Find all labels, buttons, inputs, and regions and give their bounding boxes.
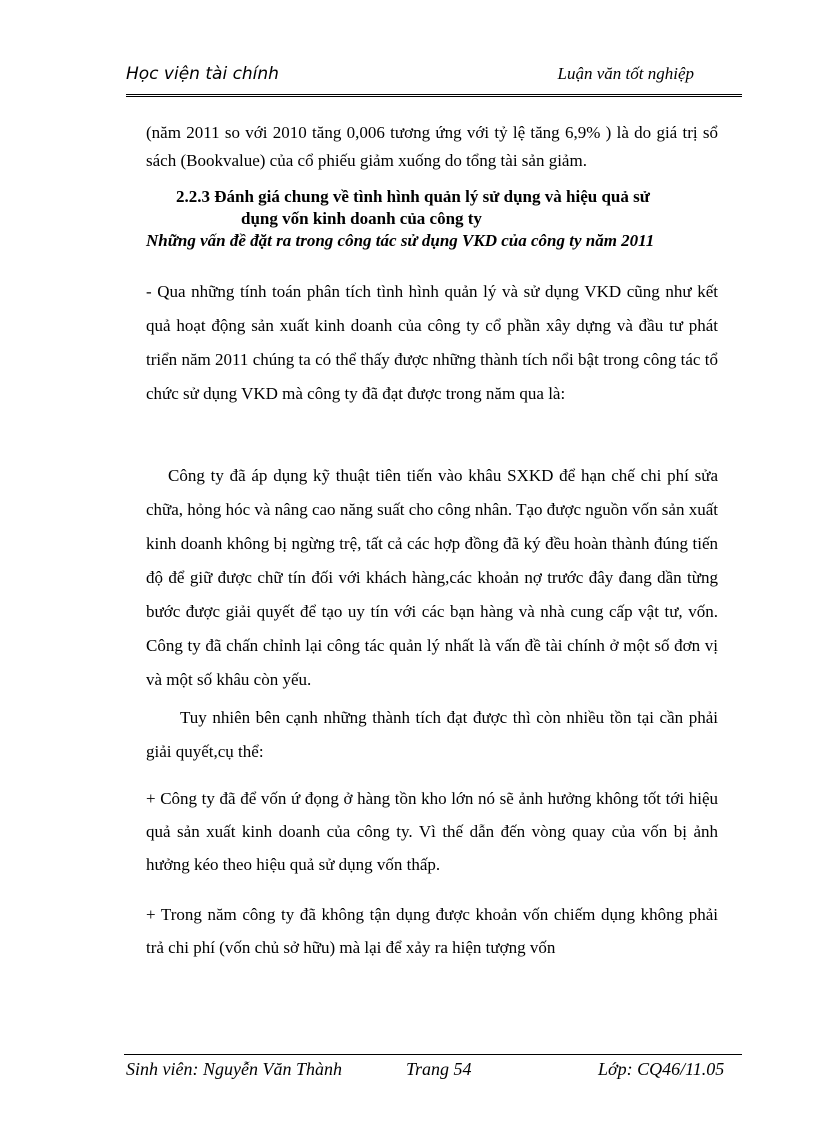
header-document-type: Luận văn tốt nghiệp [557,64,694,83]
footer-student: Sinh viên: Nguyễn Văn Thành [126,1059,342,1079]
intro-paragraph: (năm 2011 so với 2010 tăng 0,006 tương ứng với tỷ lệ tăng 6,9% ) là do giá trị sổ sách (Bookvalue) của cổ phiếu giảm xuống do tổng tài sản giảm. [146,123,718,170]
page-header [126,60,740,90]
section-heading [146,186,718,230]
paragraph-limitations-intro: Tuy nhiên bên cạnh những thành tích đạt được thì còn nhiều tồn tại cần phải giải quyết,cụ thể: [146,708,718,761]
header-divider [126,94,742,97]
paragraph-capital: + Trong năm công ty đã không tận dụng được khoản vốn chiếm dụng không phải trả chi phí (vốn chủ sở hữu) mà lại để xảy ra hiện tượng vốn [146,905,718,957]
section-heading-line1: 2.2.3 Đánh giá chung về tình hình quản lý sử dụng và hiệu quả sử [176,187,650,206]
paragraph-inventory: + Công ty đã để vốn ứ đọng ở hàng tồn kho lớn nó sẽ ảnh hưởng không tốt tới hiệu quả sản xuất kinh doanh của công ty. Vì thế dẫn đến vòng quay của vốn bị ảnh hưởng kéo theo hiệu quả sử dụng vốn thấp. [146,789,718,874]
footer-page-number: Trang 54 [406,1059,472,1079]
paragraph-achievements: Công ty đã áp dụng kỹ thuật tiên tiến vào khâu SXKD để hạn chế chi phí sửa chữa, hỏng hóc và nâng cao năng suất cho công nhân. Tạo được nguồn vốn sản xuất kinh doanh không bị ngừng trệ, tất cả các hợp đồng đã ký đều hoàn thành đúng tiến độ để giữ được chữ tín đối với khách hàng,các khoản nợ trước đây đang dần từng bước được giải quyết để tạo uy tín với các bạn hàng và nhà cung cấp vật tư, vốn. Công ty đã chấn chỉnh lại công tác quản lý nhất là vấn đề tài chính ở một số đơn vị và một số khâu còn yếu. [146,466,718,689]
footer-divider [124,1054,742,1055]
section-subheading: Những vấn đề đặt ra trong công tác sử dụng VKD của công ty năm 2011 [146,231,655,250]
section-heading-line2: dụng vốn kinh doanh của công ty [241,209,482,228]
footer-class: Lớp: CQ46/11.05 [598,1059,725,1079]
header-institution: Học viện tài chính [126,64,279,84]
paragraph-achievements-intro: - Qua những tính toán phân tích tình hình quản lý và sử dụng VKD cũng như kết quả hoạt động sản xuất kinh doanh của công ty cổ phần xây dựng và đầu tư phát triển năm 2011 chúng ta có thể thấy được những thành tích nổi bật trong công tác tổ chức sử dụng VKD mà công ty đã đạt được trong năm qua là: [146,282,718,403]
